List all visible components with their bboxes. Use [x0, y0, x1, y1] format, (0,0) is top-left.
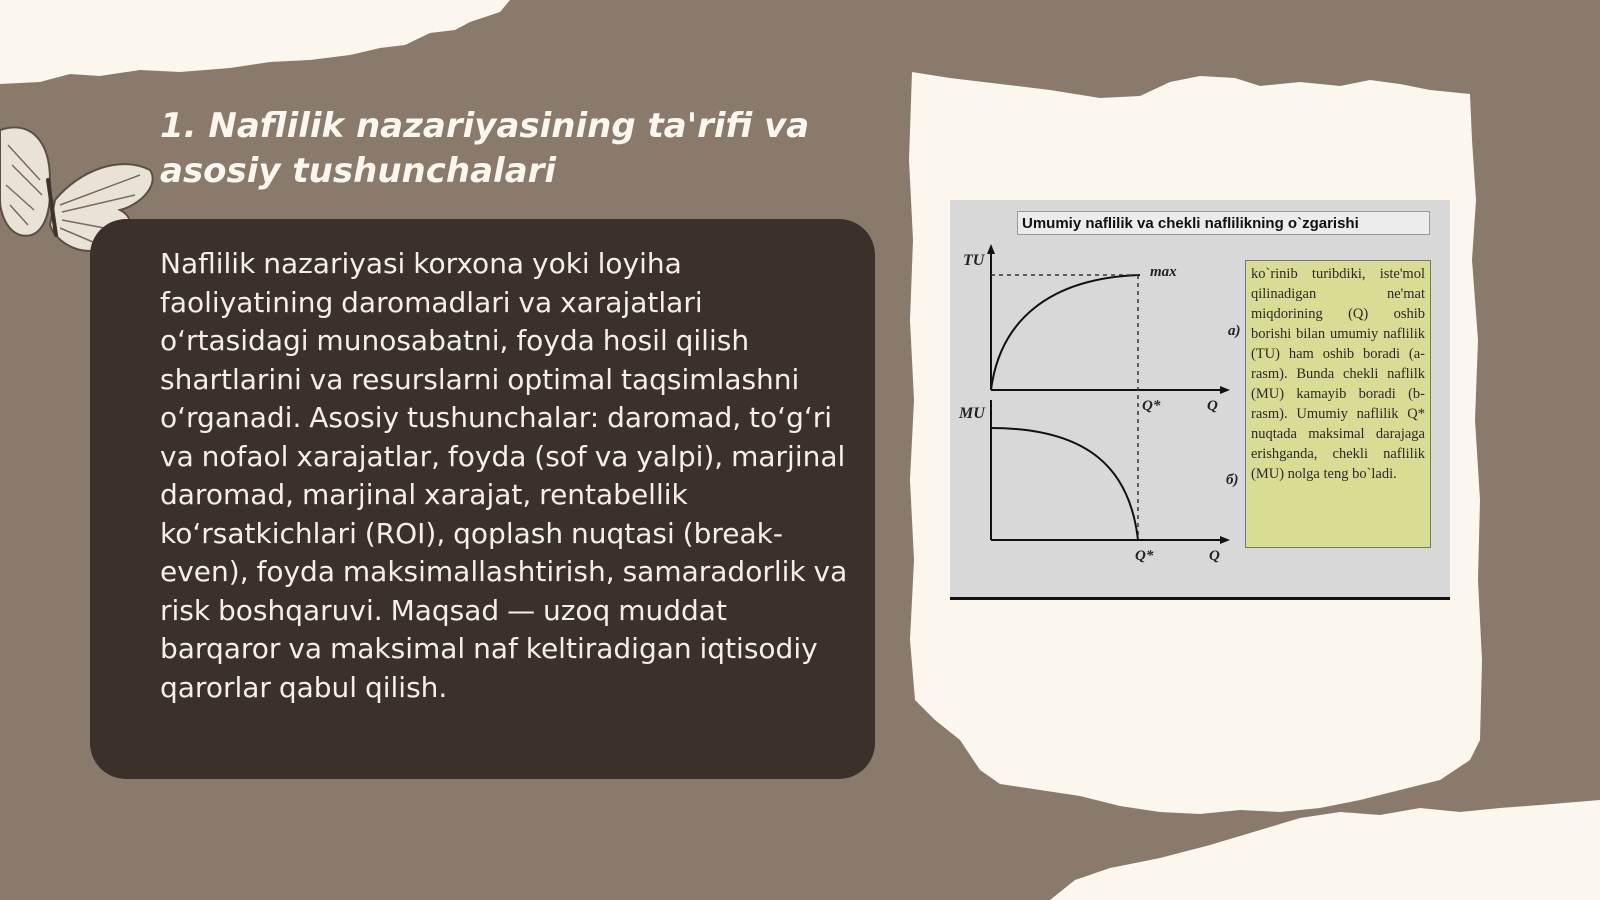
panel-b-label: б) [1226, 472, 1239, 488]
slide-title: 1. Naflilik nazariyasining ta'rifi va asosiy tushunchalari [160, 106, 810, 191]
mu-label: MU [959, 405, 985, 422]
q-top-label: Q [1207, 398, 1218, 414]
body-text: Naflilik nazariyasi korxona yoki loyiha faoliyatining daromadlari va xarajatlari o‘rtasidagi munosabatni, foyda hosil qilish shartlarini va resurslarni optimal taqsimlashni o‘rganadi. Asosiy tushunchalar: daromad, to‘g‘ri va nofaol xarajatlar, foyda (sof va yalpi), marjinal daromad, marjinal xarajat, rentabellik ko‘rsatkichlari (ROI), qoplash nuqtasi (break-even), foyda maksimallashtirish, samaradorlik va risk boshqaruvi. Maqsad — uzoq muddat barqaror va maksimal naf keltiradigan iqtisodiy qarorlar qabul qilish. [160, 247, 848, 704]
q-star-top-label: Q* [1142, 398, 1161, 414]
q-bottom-label: Q [1209, 548, 1220, 564]
utility-figure [950, 200, 1450, 600]
figure-title: Umumiy naflilik va chekli naflilikning o`zgarishi [1017, 211, 1430, 235]
panel-a-label: a) [1228, 323, 1241, 339]
figure-note: ko`rinib turibdiki, iste'mol qilinadigan ne'mat miqdorining (Q) oshib borishi bilan umumiy naflilik (TU) ham oshib boradi (a-rasm). Bunda chekli naflilk (MU) kamayib boradi (b-rasm). Umumiy naflilik Q* nuqtada maksimal darajaga erishganda, chekli naflilik (MU) nolga teng bo`ladi. [1245, 260, 1431, 548]
tu-label: TU [963, 252, 985, 269]
max-label: max [1150, 264, 1177, 280]
q-star-bottom-label: Q* [1135, 548, 1154, 564]
